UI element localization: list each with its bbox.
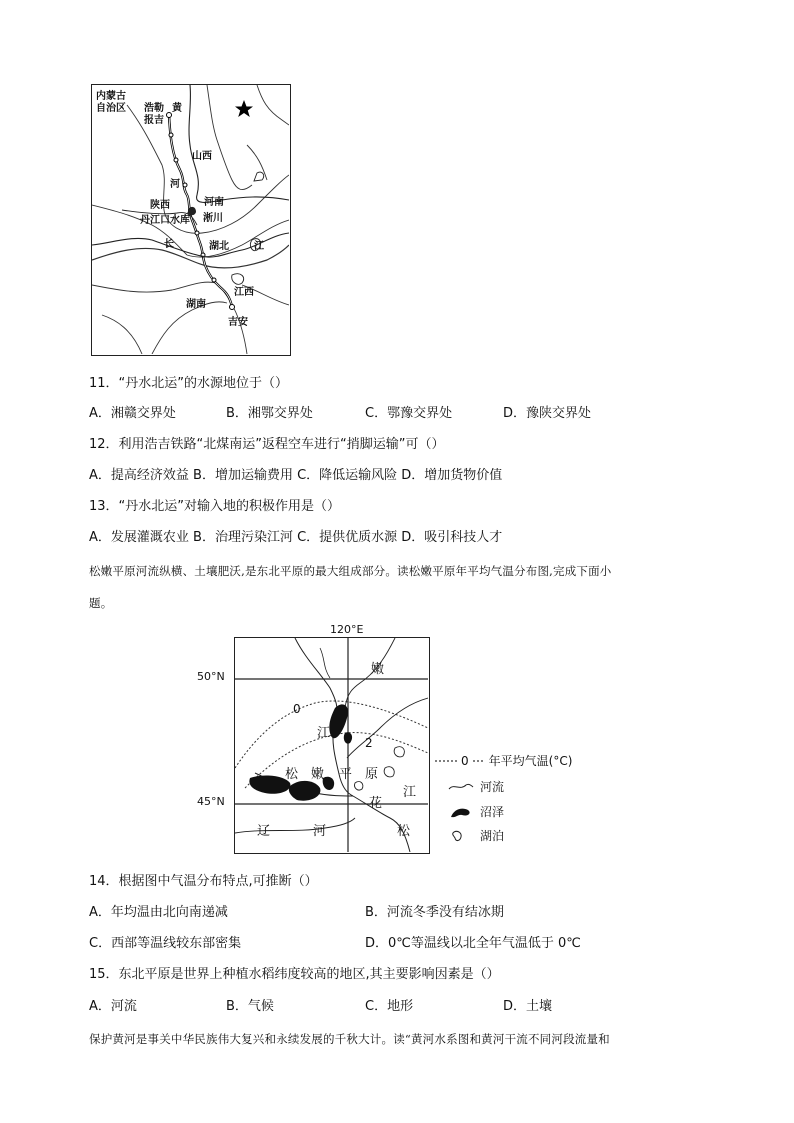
map1-label-haolebaoji-2: 报吉 [144,115,164,126]
question-15-option-b[interactable]: B．气候 [226,999,274,1014]
map2-label-nen-top: 嫩 [371,662,385,677]
intro-songnen-line2: 题。 [89,596,113,610]
map2-label-yuan: 原 [365,767,379,782]
intro-songnen-line1: 松嫩平原河流纵横、土壤肥沃,是东北平原的最大组成部分。读松嫩平原年平均气温分布图,完成下面小 [89,564,612,578]
question-13-options[interactable]: A．发展灌溉农业 B．治理污染江河 C．提供优质水源 D．吸引科技人才 [89,530,503,545]
question-12-stem: 12．利用浩吉铁路“北煤南运”返程空车进行“捎脚运输”可（） [89,437,445,452]
map2-label-isotherm-0: 0 [293,702,301,716]
map1-label-chang: 长 [164,239,174,250]
haoji-map-drawing [92,85,289,354]
map1-label-xichuan: 淅川 [203,213,223,224]
map2-label-nen: 嫩 [311,767,325,782]
map1-label-henan: 河南 [204,197,224,208]
star-icon [235,100,253,117]
map2-label-jiang1: 江 [317,726,331,741]
map1-label-shanxi: 山西 [192,151,212,162]
question-11-option-b[interactable]: B．湘鄂交界处 [226,406,313,421]
question-13-stem: 13．“丹水北运”对输入地的积极作用是（） [89,499,341,514]
legend-isotherm-value: 0 [461,753,469,768]
map2-label-song: 松 [285,767,299,782]
map1-label-shaanxi: 陕西 [150,200,170,211]
map1-label-haolebaoji-1: 浩勒 [144,103,164,114]
lake-icon [448,829,474,843]
question-14-option-c[interactable]: C．西部等温线较东部密集 [89,936,242,951]
map1-label-inner-mongolia-2: 自治区 [96,103,126,114]
question-12-options[interactable]: A．提高经济效益 B．增加运输费用 C．降低运输风险 D．增加货物价值 [89,468,503,483]
question-14-option-d[interactable]: D．0℃等温线以北全年气温低于 0℃ [365,936,581,951]
map2-label-song2: 松 [397,824,411,839]
question-14-option-a[interactable]: A．年均温由北向南递减 [89,905,228,920]
map2-label-ping: 平 [339,767,353,782]
legend-isotherm-label: 年平均气温(°C) [488,754,573,768]
map2-label-he: 河 [313,824,327,839]
legend-river-label: 河流 [480,780,505,794]
map1-label-jian: 吉安 [228,317,248,328]
river-icon [448,781,474,793]
map1-label-he: 河 [170,179,180,190]
map2-label-jiang2: 江 [403,785,417,800]
map1-label-jiangxi: 江西 [234,287,254,298]
legend-isotherm [435,752,572,769]
map1-label-hubei: 湖北 [209,241,229,252]
legend-swamp [448,803,504,820]
question-14-stem: 14．根据图中气温分布特点,可推断（） [89,874,318,889]
map1-label-jiang: 江 [254,241,264,252]
intro-yellow-river: 保护黄河是事关中华民族伟大复兴和永续发展的千秋大计。读“黄河水系图和黄河干流不同河段流量和 [89,1032,610,1046]
map1-label-danjiangkou: 丹江口水库 [140,215,190,226]
songnen-temperature-map [234,637,430,854]
question-15-stem: 15．东北平原是世界上种植水稻纬度较高的地区,其主要影响因素是（） [89,967,500,982]
map2-longitude-label: 120°E [330,623,364,636]
map1-label-inner-mongolia-1: 内蒙古 [96,91,126,102]
map2-label-hua: 花 [369,796,383,811]
isotherm-dash-icon [473,756,485,766]
map2-latitude-45: 45°N [197,795,225,808]
isotherm-line-icon [435,756,457,766]
legend-lake [448,827,504,844]
question-11-option-a[interactable]: A．湘赣交界处 [89,406,176,421]
question-14-option-b[interactable]: B．河流冬季没有结冰期 [365,905,504,920]
map2-label-liao: 辽 [257,824,271,839]
question-15-option-d[interactable]: D．土壤 [503,999,553,1014]
map2-label-isotherm-2: 2 [365,736,373,750]
question-11-stem: 11．“丹水北运”的水源地位于（） [89,376,289,391]
map1-label-huang: 黄 [172,103,182,114]
haoji-railway-map [91,84,291,356]
question-15-option-a[interactable]: A．河流 [89,999,137,1014]
question-11-option-d[interactable]: D．豫陕交界处 [503,406,592,421]
map2-latitude-50: 50°N [197,670,225,683]
question-15-option-c[interactable]: C．地形 [365,999,414,1014]
legend-swamp-label: 沼泽 [480,805,505,819]
legend-lake-label: 湖泊 [480,829,505,843]
question-11-option-c[interactable]: C．鄂豫交界处 [365,406,453,421]
map1-label-hunan: 湖南 [186,299,206,310]
legend-river [448,778,504,795]
swamp-icon [448,805,474,819]
